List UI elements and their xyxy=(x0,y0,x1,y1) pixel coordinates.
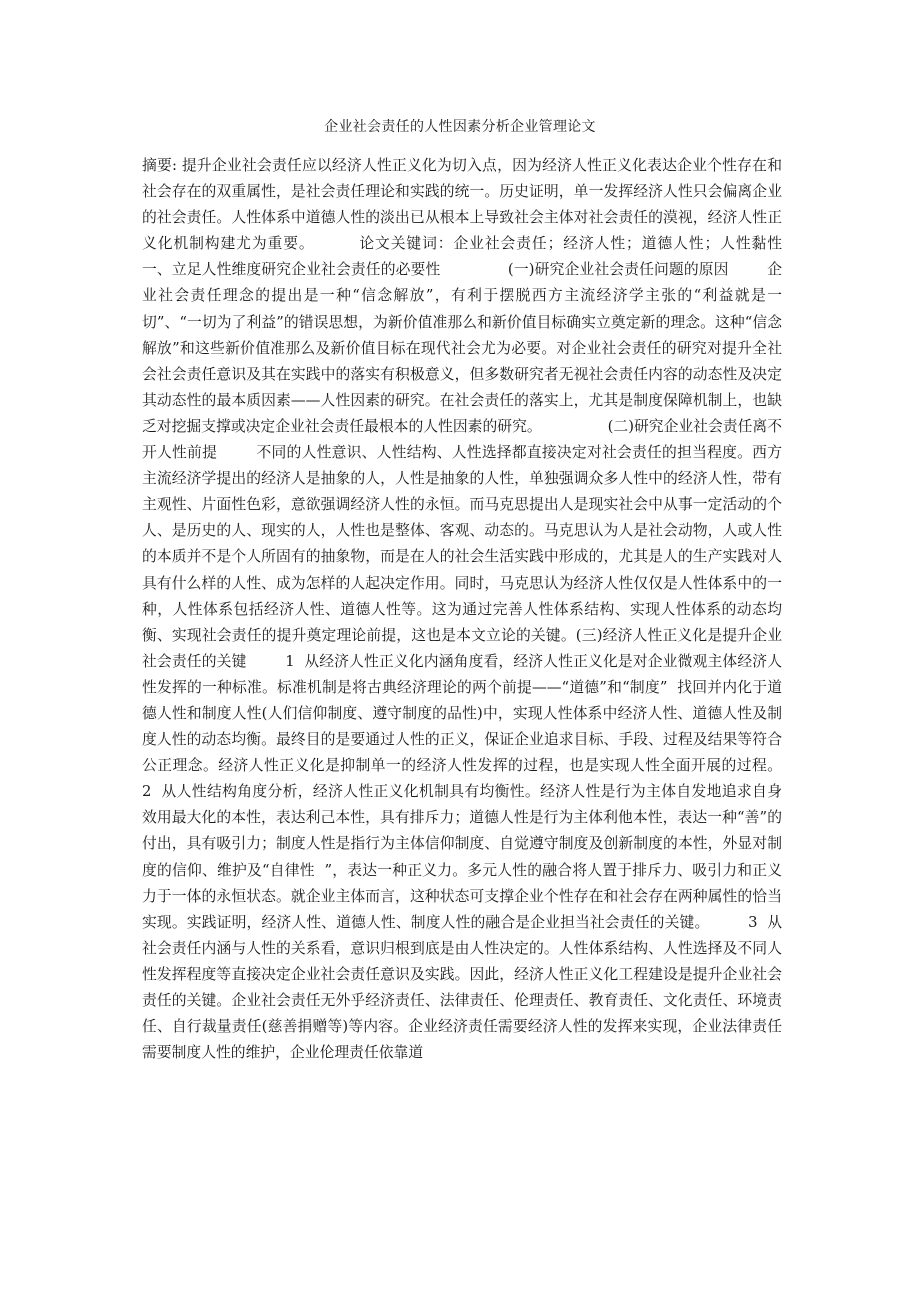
document-body: 摘要: 提升企业社会责任应以经济人性正义化为切入点，因为经济人性正义化表达企业个性存在和社会存在的双重属性，是社会责任理论和实践的统一。历史证明，单一发挥经济人性只会偏离企业的社会责任。人性体系中道德人性的淡出已从根本上导致社会主体对社会责任的漠视，经济人性正义化机制构建尤为重要。 论文关键词：企业社会责任；经济人性；道德人性；人性黏性 一、立足人性维度研究企业社会责任的必要性 (一)研究企业社会责任问题的原因 企业社会责任理念的提出是一种“信念解放”，有利于摆脱西方主流经济学主张的“利益就是一切”、“一切为了利益”的错误思想，为新价值准那么和新价值目标确实立奠定新的理念。这种“信念解放”和这些新价值准那么及新价值目标在现代社会尤为必要。对企业社会责任的研究对提升全社会社会责任意识及其在实践中的落实有积极意义，但多数研究者无视社会责任内容的动态性及决定其动态性的最本质因素——人性因素的研究。在社会责任的落实上，尤其是制度保障机制上，也缺乏对挖掘支撑或决定企业社会责任最根本的人性因素的研究。 (二)研究企业社会责任离不开人性前提 不同的人性意识、人性结构、人性选择都直接决定对社会责任的担当程度。西方主流经济学提出的经济人是抽象的人，人性是抽象的人性，单独强调众多人性中的经济人性，带有主观性、片面性色彩，意欲强调经济人性的永恒。而马克思提出人是现实社会中从事一定活动的个人、是历史的人、现实的人，人性也是整体、客观、动态的。马克思认为人是社会动物，人或人性的本质并不是个人所固有的抽象物，而是在人的社会生活实践中形成的，尤其是人的生产实践对人具有什么样的人性、成为怎样的人起决定作用。同时，马克思认为经济人性仅仅是人性体系中的一种，人性体系包括经济人性、道德人性等。这为通过完善人性体系结构、实现人性体系的动态均衡、实现社会责任的提升奠定理论前提，这也是本文立论的关键。(三)经济人性正义化是提升企业社会责任的关键 1 从经济人性正义化内涵角度看，经济人性正义化是对企业微观主体经济人性发挥的一种标准。标准机制是将古典经济理论的两个前提——“道德”和“制度” 找回并内化于道德人性和制度人性(人们信仰制度、遵守制度的品性)中，实现人性体系中经济人性、道德人性及制度人性的动态均衡。最终目的是要通过人性的正义，保证企业追求目标、手段、过程及结果等符合公正理念。经济人性正义化是抑制单一的经济人性发挥的过程，也是实现人性全面开展的过程。 2 从人性结构角度分析，经济人性正义化机制具有均衡性。经济人性是行为主体自发地追求自身效用最大化的本性，表达利己本性，具有排斥力；道德人性是行为主体利他本性，表达一种“善”的付出，具有吸引力；制度人性是指行为主体信仰制度、自觉遵守制度及创新制度的本性，外显对制度的信仰、维护及“自律性 ”，表达一种正义力。多元人性的融合将人置于排斥力、吸引力和正义力于一体的永恒状态。就企业主体而言，这种状态可支撑企业个性存在和社会存在两种属性的恰当实现。实践证明，经济人性、道德人性、制度人性的融合是企业担当社会责任的关键。 3 从社会责任内涵与人性的关系看，意识归根到底是由人性决定的。人性体系结构、人性选择及不同人性发挥程度等直接决定企业社会责任意识及实践。因此，经济人性正义化工程建设是提升企业社会责任的关键。企业社会责任无外乎经济责任、法律责任、伦理责任、教育责任、文化责任、环境责任、自行裁量责任(慈善捐赠等)等内容。企业经济责任需要经济人性的发挥来实现，企业法律责任需要制度人性的维护，企业伦理责任依靠道 xyxy=(142,157,848,1062)
document-title: 企业社会责任的人性因素分析企业管理论文 xyxy=(324,119,596,135)
